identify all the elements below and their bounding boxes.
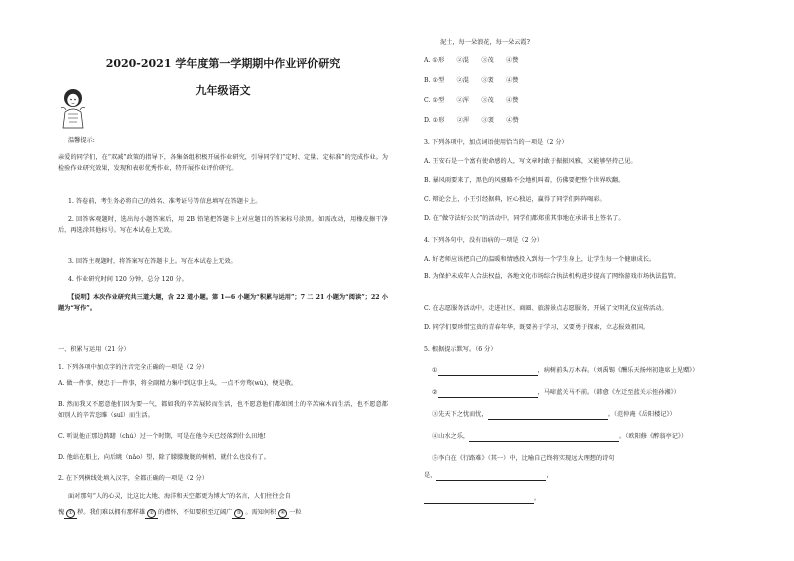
q4-option-b: B. 为保护未成年人合法权益，各地文化市场综合执法机构进步提高了网络游戏市场执法监管。 <box>424 273 680 280</box>
q2-option-a: A. ①形 ②混 ③茂 ④赞 <box>424 57 519 64</box>
question-4: 4. 下列各句中，没有语病的一项是（2 分） <box>424 237 543 244</box>
q4-option-c: C. 在志愿服务活动中，走进社区、商圈、旅游景点志愿服务，开展了文明礼仪宣传活动。 <box>424 305 668 312</box>
q5-2-num: ② <box>432 389 438 396</box>
q5-2-blank[interactable] <box>438 388 538 398</box>
q5-1-blank[interactable] <box>438 366 538 376</box>
q5-1-rest: ，病树前头万木春。（刘禹锡《酬乐天扬州初逢席上见赠》） <box>537 367 699 374</box>
exam-title: 2020-2021 学年度第一学期期中作业评价研究 <box>105 57 341 70</box>
q5-line-4 <box>432 432 687 442</box>
q5-3-blank[interactable] <box>488 410 608 420</box>
q5-line-5b <box>424 471 553 481</box>
q5-3-start: ③先天下之忧而忧， <box>432 411 488 418</box>
question-1: 1. 下列各项中加点字的注音完全正确的一项是（2 分） <box>58 364 208 371</box>
q5-5-comma: ， <box>546 472 553 479</box>
q2-passage-cont: 泥土，每一朵浪花，每一朵云霞? <box>440 39 530 46</box>
q5-4-blank[interactable] <box>469 432 619 442</box>
q3-option-b: B. 暴风雨要来了，黑色的风骚略不会地机叫着，仿佛要把整个世界吹翻。 <box>424 177 625 184</box>
q1-option-d: D. 他站在船上，向后眺（nǎo）望，除了朦朦胧胧的树梢，就什么也没有了。 <box>58 454 270 461</box>
q2-passage-line2 <box>58 508 302 519</box>
blank-marker-1: ① <box>66 509 75 518</box>
notice-heading: 温馨提示: <box>68 137 95 144</box>
q5-3-rest: 。（范仲淹《岳阳楼记》） <box>607 411 676 418</box>
blank-4 <box>276 508 289 519</box>
q5-4-rest: 。（欧阳修《醉翁亭记》） <box>619 433 688 440</box>
q3-option-a: A. 王安石是一个富有使命感的人，写文章时敢于振振风雅，又能够坚持己见。 <box>424 158 637 165</box>
q2-passage-line1: 面对那句“人的心灵，比这比大地、海洋和天空都更为博大”的名言，人们往往会自 <box>68 493 291 500</box>
q5-line-5: ⑤李白在《行路难》（其一）中，比喻自己终将实现远大理想的诗句 <box>432 455 615 462</box>
question-3: 3. 下列各项中，加点词语使用恰当的一项是（2 分） <box>424 139 568 146</box>
q4-option-a: A. 好老师应该把自己的温暖和情感投入到每一个学生身上，让学生每一个健康成长。 <box>424 256 656 263</box>
q2-word-3: 的襟怀，不知要积至辽阔广 <box>158 509 233 516</box>
q3-option-c: C. 辩论会上，小王引经据典，匠心独运，赢得了同学们阵阵喝彩。 <box>424 196 606 203</box>
q2-word-1: 愧 <box>58 509 65 516</box>
q5-5-blank-2[interactable] <box>424 494 534 504</box>
rule-2: 2. 回答客观题时，选出每小题答案后，用 2B 铅笔把答题卡上对应题目的答案标号涂黑。如需改动，用橡皮擦干净后，再选涂其他标号。写在本试卷上无效。 <box>58 216 388 234</box>
rule-3: 3. 回答主观题时，将答案写在答题卡上。写在本试卷上无效。 <box>68 258 237 265</box>
q2-word-2: 秽。我们难以拥有那样雄 <box>77 509 146 516</box>
q4-option-d: D. 同学们要珍惜宝贵的青春年华，既要善于学习，又要勇于探索，立志报效祖国。 <box>424 324 650 331</box>
student-mascot-icon <box>58 88 88 132</box>
blank-1 <box>64 508 77 519</box>
q5-1-num: ① <box>432 367 438 374</box>
q1-option-a: A. 做一件事，便忠于一件事，将全副精力集中到这事上头，一点不旁骛(wù)，便是敬。 <box>58 380 298 387</box>
q2-option-d: D. ①形 ②浑 ③袤 ④赞 <box>424 117 519 124</box>
q5-4-start: ④山水之乐， <box>432 433 470 440</box>
q5-line-1 <box>432 366 698 376</box>
q5-line-5c <box>424 494 540 504</box>
q2-word-5: 一粒 <box>289 509 302 516</box>
rule-4: 4. 作业研究时间 120 分钟，总分 120 分。 <box>68 276 188 283</box>
blank-marker-3: ③ <box>234 509 243 518</box>
blank-3 <box>232 508 245 519</box>
section1-heading: 一、积累与运用（21 分） <box>58 346 130 353</box>
notice-paragraph: 亲爱的同学们，在“双减”政策的指导下，各集备组积极开展作业研究，引导同学们“定时、定量、定标准”的完成作业。为检验作业研究效果，发现和表彰优秀作业，特开展作业评价研究。 <box>58 154 388 172</box>
q1-option-b: B. 然而我又不愿意他们因为要一气，都如我的辛苦展转而生活，也不愿意他们都如闰土的辛苦麻木而生活，也不愿意都如别人的辛苦恣睢（suī）而生活。 <box>58 401 388 419</box>
q3-option-d: D. 在“做守法好公民”的活动中，同学们都郑重其事地在承诺书上签名了。 <box>424 215 625 222</box>
q5-5-period: 。 <box>534 495 541 502</box>
rule-1: 1. 答卷前，考生务必将自己的姓名、准考证号等信息填写在答题卡上。 <box>68 198 262 205</box>
blank-marker-2: ② <box>147 509 156 518</box>
q5-line-3 <box>432 410 676 420</box>
q5-2-rest: ，马啼蓝关马不前。（韩愈《左迁至蓝关示侄孙湘》） <box>537 389 680 396</box>
q5-5-shi: 是， <box>424 472 437 479</box>
q2-option-b: B. ①型 ②混 ③袤 ④赞 <box>424 77 519 84</box>
blank-2 <box>145 508 158 519</box>
question-2: 2. 在下列横线处填入汉字，全都正确的一项是（2 分） <box>58 475 208 482</box>
exam-subtitle: 九年级语文 <box>195 84 251 97</box>
q2-option-c: C. ①型 ②浑 ③茂 ④赞 <box>424 97 519 104</box>
blank-marker-4: ④ <box>278 509 287 518</box>
question-5: 5. 根据提示默写。（6 分） <box>424 346 497 353</box>
q2-word-4: 。需知何积 <box>245 509 277 516</box>
q5-5-blank-1[interactable] <box>436 471 546 481</box>
explain-note: 【说明】本次作业研究共三道大题，含 22 道小题。第 1—6 小题为“积累与运用”；7 二 21 小题为“阅读”；22 小题为“写作”。 <box>58 294 388 312</box>
q5-line-2 <box>432 388 680 398</box>
q1-option-c: C. 听说他正那边踌躇（chú）过一个时期，可是在他今天已经落到什么田地! <box>58 433 266 440</box>
